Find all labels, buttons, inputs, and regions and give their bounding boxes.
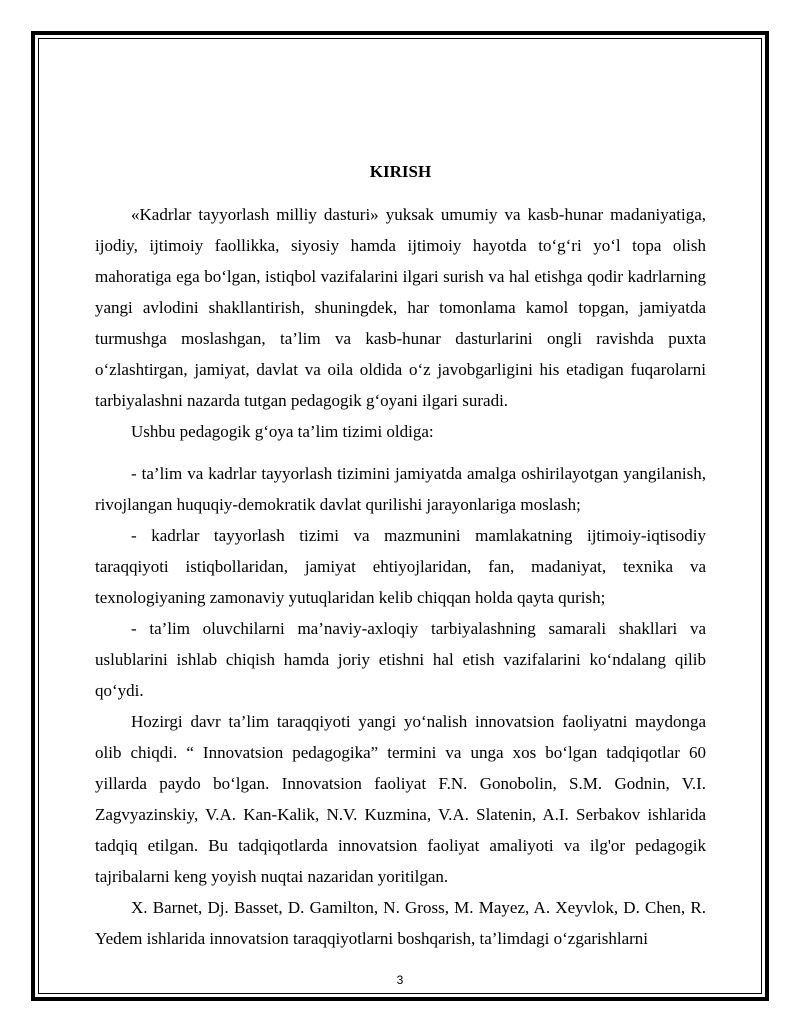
paragraph-authors: X. Barnet, Dj. Basset, D. Gamilton, N. Gross, M. Mayez, A. Xeyvlok, D. Chen, R. Yedem ishlarida innovatsion taraqqiyotlarni boshqarish, ta’limdagi o‘zgarishlarni xyxy=(95,898,706,948)
paragraph-intro: «Kadrlar tayyorlash milliy dasturi» yuksak umumiy va kasb-hunar madaniyatiga, ijodiy, ijtimoiy faollikka, siyosiy hamda ijtimoiy hayotda to‘g‘ri yo‘l topa olish mahoratiga ega bo‘lgan, istiqbol vazifalarini ilgari surish va hal etishga qodir kadrlarning yangi avlodini shakllantirish, shuningdek, har tomonlama kamol topgan, jamiyatda turmushga moslashgan, ta’lim va kasb-hunar dasturlarini ongli ravishda puxta o‘zlashtirgan, jamiyat, davlat va oila oldida o‘z javobgarligini his etadigan fuqarolarni tarbiyalashni nazarda tutgan pedagogik g‘oyani ilgari suradi. xyxy=(95,205,706,410)
list-item-1: - ta’lim va kadrlar tayyorlash tizimini jamiyatda amalga oshirilayotgan yangilanish, rivojlangan huquqiy-demokratik davlat qurilishi jarayonlariga moslash; xyxy=(95,464,706,514)
section-heading: KIRISH xyxy=(369,162,432,181)
list-item-2: - kadrlar tayyorlash tizimi va mazmunini mamlakatning ijtimoiy-iqtisodiy taraqqiyoti istiqbollaridan, jamiyat ehtiyojlaridan, fan, madaniyat, texnika va texnologiyaning zamonaviy yutuqlaridan kelib chiqqan holda qayta qurish; xyxy=(95,526,706,607)
list-item-3: - ta’lim oluvchilarni ma’naviy-axloqiy tarbiyalashning samarali shakllari va uslublarini ishlab chiqish hamda joriy etishni hal etish vazifalarini ko‘ndalang qilib qo‘ydi. xyxy=(95,619,706,700)
paragraph-lead-in: Ushbu pedagogik g‘oya ta’lim tizimi oldiga: xyxy=(131,422,434,441)
document-body xyxy=(95,150,706,954)
page-number: 3 xyxy=(396,973,404,987)
paragraph-innovation: Hozirgi davr ta’lim taraqqiyoti yangi yo‘nalish innovatsion faoliyatni maydonga olib chiqdi. “ Innovatsion pedagogika” termini va unga xos bo‘lgan tadqiqotlar 60 yillarda paydo bo‘lgan. Innovatsion faoliyat F.N. Gonobolin, S.M. Godnin, V.I. Zagvyazinskiy, V.A. Kan-Kalik, N.V. Kuzmina, V.A. Slatenin, A.I. Serbakov ishlarida tadqiq etilgan. Bu tadqiqotlarda innovatsion faoliyat amaliyoti va ilg'or pedagogik tajribalarni keng yoyish nuqtai nazaridan yoritilgan. xyxy=(95,712,706,886)
paragraph-spacer xyxy=(95,447,706,458)
